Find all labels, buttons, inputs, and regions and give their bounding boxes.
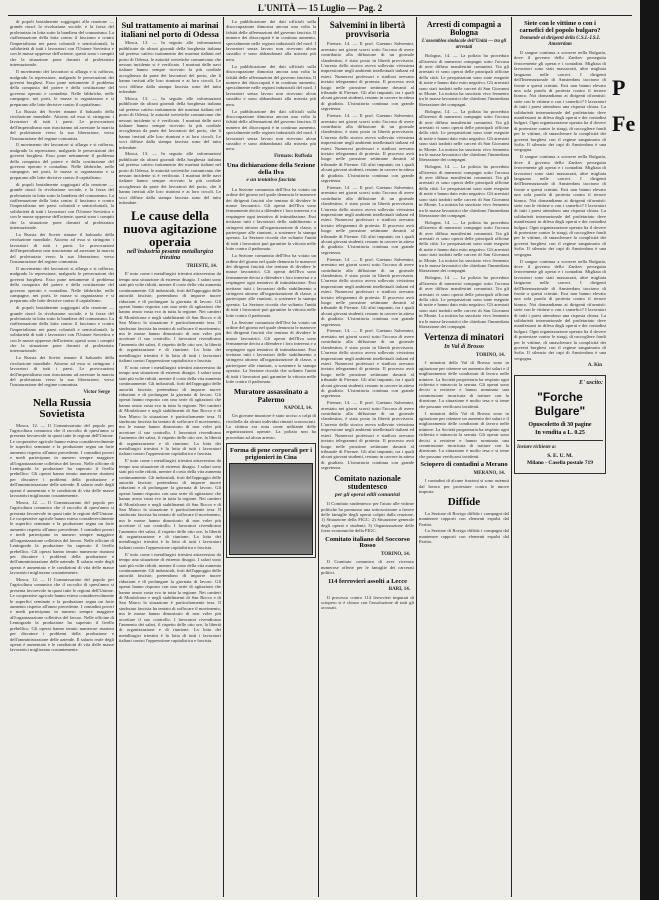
article-text: Firenze, 14. — Il prof. Gaetano Salvemini, arrestato nei giorni scorsi sotto l'accusa di avere contribuito alla diffusione di un giornale clandestino, è stato posto in libertà provvisoria. L'arresto dello storico aveva sollevato vivissima impressione negli ambienti intellettuali italiani ed esteri. Numerosi professori e studiosi avevano inviato telegrammi di protesta. Il processo avrà luogo nelle prossime settimane davanti al tribunale di Firenze. Gli altri imputati, tra i quali alcuni giovani studenti, restano in carcere in attesa di giudizio. L'istruttoria continua con grande segretezza. — [321, 256, 414, 327]
column-6 — [514, 19, 606, 897]
article-text: Bologna, 14. — La polizia ha proceduto all'arresto di numerosi compagni sotto l'accusa di aver diffuso manifestini comunisti. Tra gli arrestati vi sono operai delle principali officine della città. Le perquisizioni sono state eseguite di notte e hanno dato esito negativo. Gli arrestati sono stati tradotti nelle carceri di San Giovanni in Monte. La notizia ha suscitato vivo fermento tra le masse lavoratrici che chiedono l'immediata liberazione dei compagni. — [419, 219, 509, 274]
article-text: Un giovane muratore è stato ucciso a colpi di rivoltella da alcuni individui rimasti sconosciuti. La vittima era nota come militante delle organizzazioni operaie. La polizia non ha proceduto ad alcun arresto. — [226, 413, 316, 440]
subheadline: nell'industria pesante metallurgica triestina — [126, 249, 214, 261]
article-text: Mosca, 12. — Il Commissariato del popolo per l'agricoltura comunica che il raccolto di quest'anno si presenta favorevole in quasi tutte le regioni dell'Unione. Le cooperative agricole hanno esteso considerevolmente le superfici seminate e la produzione segna un forte aumento rispetto all'anno precedente. I contadini poveri e medi partecipano in numero sempre maggiore all'organizzazione collettiva del lavoro. Nelle officine di Leningrado la produzione ha superato il livello prebellico. Gli operai hanno tenuto numerose riunioni per discutere i problemi della produzione e dell'amministrazione delle aziende. Il salario reale degli operai è aumentato e le condizioni di vita delle masse lavoratrici migliorano costantemente. — [10, 577, 114, 653]
ad-address: Milano - Casella postale 719 — [527, 460, 593, 467]
column-1 — [10, 19, 114, 897]
ad-price: In vendita a L. 0.25 — [535, 430, 585, 437]
headline: Vertenza di minatori — [424, 332, 504, 343]
article-text: I contadini di alcune frazioni si sono astenuti dal lavoro per protestare contro le nuove imposte. — [419, 478, 509, 495]
page-header: L'UNITÀ — 15 Luglio — Pag. 2 — [257, 3, 383, 13]
subheadline: Domande ai dirigenti della C.S.I.-I.S.I. Amsterdam — [519, 36, 601, 47]
article-text: Il movimento dei lavoratori si allarga e si rafforza, malgrado la repressione, malgrado le persecuzioni dei governi borghesi. Esso pone nettamente il problema della conquista del potere e della costituzione del governo operaio e contadino. Nelle fabbriche, nelle campagne, nei porti, le masse si organizzano e si preparano alle lotte decisive contro il capitalismo. — [10, 69, 114, 107]
subheadline: per gli operai edili comunisti — [334, 491, 401, 498]
article-text: Firenze, 14. — Il prof. Gaetano Salvemini, arrestato nei giorni scorsi sotto l'accusa di avere contribuito alla diffusione di un giornale clandestino, è stato posto in libertà provvisoria. L'arresto dello storico aveva sollevato vivissima impressione negli ambienti intellettuali italiani ed esteri. Numerosi professori e studiosi avevano inviato telegrammi di protesta. Il processo avrà luogo nelle prossime settimane davanti al tribunale di Firenze. Gli altri imputati, tra i quali alcuni giovani studenti, restano in carcere in attesa di giudizio. L'istruttoria continua con grande segretezza. — [321, 113, 414, 183]
scan-edge — [640, 0, 659, 900]
article-text: Bologna, 14. — La polizia ha proceduto all'arresto di numerosi compagni sotto l'accusa di aver diffuso manifestini comunisti. Tra gli arrestati vi sono operai delle principali officine della città. Le perquisizioni sono state eseguite di notte e hanno dato esito negativo. Gli arrestati sono stati tradotti nelle carceri di San Giovanni in Monte. La notizia ha suscitato vivo fermento tra le masse lavoratrici che chiedono l'immediata liberazione dei compagni. — [419, 53, 509, 107]
article-text: Mosca, 13. — In seguito alle informazioni pubblicate da alcuni giornali della borghesia italiana sul preteso cattivo trattamento dei marinai italiani nel porto di Odessa, le autorità sovietiche comunicano che nessun incidente si è verificato. I marinai delle navi italiane hanno sempre ricevuto la più cordiale accoglienza da parte dei lavoratori del porto, che li hanno invitati alle loro riunioni e ai loro circoli. Le voci diffuse dalla stampa fascista sono del tutto infondate. — [119, 40, 221, 94]
ad-order-label: Inviare richieste a: — [517, 445, 557, 451]
article-text: Il movimento dei lavoratori si allarga e si rafforza, malgrado la repressione, malgrado le persecuzioni dei governi borghesi. Esso pone nettamente il problema della conquista del potere e della costituzione del governo operaio e contadino. Nelle fabbriche, nelle campagne, nei porti, le masse si organizzano e si preparano alle lotte decisive contro il capitalismo. — [10, 265, 114, 304]
article-text: La Sezione comunista dell'Ilva ha votato un ordine del giorno nel quale denuncia le manovre dei dirigenti fascisti che tentano di dividere le masse lavoratrici. Gli operai dell'Ilva sono fermamente decisi a difendere i loro interessi e a respingere ogni tentativo di intimidazione. Essi invitano tutti i lavoratori dello stabilimento a stringersi attorno all'organizzazione di classe, a partecipare alle riunioni, a sostenere la stampa operaia. La Sezione ricorda che soltanto l'unità di tutti i lavoratori può garantire la vittoria nelle lotte contro il padronato. — [226, 319, 316, 385]
article-text: Firenze, 14. — Il prof. Gaetano Salvemini, arrestato nei giorni scorsi sotto l'accusa di avere contribuito alla diffusione di un giornale clandestino, è stato posto in libertà provvisoria. L'arresto dello storico aveva sollevato vivissima impressione negli ambienti intellettuali italiani ed esteri. Numerosi professori e studiosi avevano inviato telegrammi di protesta. Il processo avrà luogo nelle prossime settimane davanti al tribunale di Firenze. Gli altri imputati, tra i quali alcuni giovani studenti, restano in carcere in attesa di giudizio. L'istruttoria continua con grande segretezza. — [321, 41, 414, 112]
column-divider — [318, 17, 319, 897]
subheadline: e un tentativo fascista — [246, 177, 296, 184]
dateline: NAPOLI, 14. — [283, 405, 312, 411]
subheadline: In Val di Brosso — [444, 343, 484, 350]
ad-intro: E' uscito: — [579, 379, 603, 386]
column-5 — [419, 19, 509, 897]
column-divider — [416, 17, 417, 897]
article-text: Mosca, 12. — Il Commissariato del popolo per l'agricoltura comunica che il raccolto di quest'anno si presenta favorevole in quasi tutte le regioni dell'Unione. Le cooperative agricole hanno esteso considerevolmente le superfici seminate e la produzione segna un forte aumento rispetto all'anno precedente. I contadini poveri e medi partecipano in numero sempre maggiore all'organizzazione collettiva del lavoro. Nelle officine di Leningrado la produzione ha superato il livello prebellico. Gli operai hanno tenuto numerose riunioni per discutere i problemi della produzione e dell'amministrazione delle aziende. Il salario reale degli operai è aumentato e le condizioni di vita delle masse lavoratrici migliorano costantemente. — [10, 422, 114, 498]
article-text: Il Comitato studentesco per l'aiuto alle vittime politiche ha promosso una sottoscrizione a favore delle famiglie degli operai colpiti dalla reazione. 1) Situazione della FIGC; 2) Situazione generale degli operai e studenti; 3) Organizzazione delle forze economiche della FIGC. — [321, 501, 414, 534]
column-divider — [223, 17, 224, 897]
headline: Muratore assassinato a Palermo — [233, 387, 309, 405]
article-text: Mosca, 13. — In seguito alle informazioni pubblicate da alcuni giornali della borghesia italiana sul preteso cattivo trattamento dei marinai italiani nel porto di Odessa, le autorità sovietiche comunicano che nessun incidente si è verificato. I marinai delle navi italiane hanno sempre ricevuto la più cordiale accoglienza da parte dei lavoratori del porto, che li hanno invitati alle loro riunioni e ai loro circoli. Le voci diffuse dalla stampa fascista sono del tutto infondate. — [119, 95, 221, 150]
article-text: La Sezione comunista dell'Ilva ha votato un ordine del giorno nel quale denuncia le manovre dei dirigenti fascisti che tentano di dividere le masse lavoratrici. Gli operai dell'Ilva sono fermamente decisi a difendere i loro interessi e a respingere ogni tentativo di intimidazione. Essi invitano tutti i lavoratori dello stabilimento a stringersi attorno all'organizzazione di classe, a partecipare alle riunioni, a sostenere la stampa operaia. La Sezione ricorda che soltanto l'unità di tutti i lavoratori può garantire la vittoria nelle lotte contro il padronato. — [226, 186, 316, 252]
headline: Diffide — [447, 496, 481, 509]
headline: Sciopero di contadini a Merano — [420, 461, 508, 469]
column-3 — [226, 19, 316, 897]
header-rule — [8, 15, 632, 16]
column-divider — [116, 17, 117, 897]
prisoners-photo — [229, 463, 313, 555]
column-divider — [511, 17, 512, 897]
article-text: di popoli brutalmente soggiogati alla reazione — grande riuscì la rivoluzione sociale, e la forza del proletariato in lotta sotto la bandiera del comunismo. La riaffermazione della lotta contro il fascismo e contro l'imperialismo nei paesi coloniali e semicoloniali, la solidarietà di tutti i lavoratori con l'Unione Sovietica e con le masse oppresse dell'oriente, questi sono i compiti che la situazione pone davanti al proletariato internazionale. — [10, 19, 114, 68]
article-text: di popoli brutalmente soggiogati alla reazione — grande riuscì la rivoluzione sociale, e la forza del proletariato in lotta sotto la bandiera del comunismo. La riaffermazione della lotta contro il fascismo e contro l'imperialismo nei paesi coloniali e semicoloniali, la solidarietà di tutti i lavoratori con l'Unione Sovietica e con le masse oppresse dell'oriente, questi sono i compiti che la situazione pone davanti al proletariato internazionale. — [10, 305, 114, 354]
headline: Nella Russia Sovietista — [32, 397, 92, 421]
advertisement — [514, 375, 606, 474]
article-text: La Sezione di Rovigo diffida i compagni dal mantenere rapporti con elementi espulsi dal Partito. — [419, 510, 509, 527]
article-text: Mosca, 13. — In seguito alle informazioni pubblicate da alcuni giornali della borghesia italiana sul preteso cattivo trattamento dei marinai italiani nel porto di Odessa, le autorità sovietiche comunicano che nessun incidente si è verificato. I marinai delle navi italiane hanno sempre ricevuto la più cordiale accoglienza da parte dei lavoratori del porto, che li hanno invitati alle loro riunioni e ai loro circoli. Le voci diffuse dalla stampa fascista sono del tutto infondate. — [119, 151, 221, 206]
article-text: Il Comitato comunica di aver ricevuto numerose offerte per le famiglie dei carcerati politici. — [321, 559, 414, 576]
article-text: La Russia dei Soviet rimane il baluardo della rivoluzione mondiale. Attorno ad essa si stringono i lavoratori di tutti i paesi. Le provocazioni dell'imperialismo non riusciranno ad arrestare la marcia del proletariato verso la sua liberazione, verso l'instaurazione del regime comunista. — [10, 231, 114, 264]
article-text: Il movimento dei lavoratori si allarga e si rafforza, malgrado la repressione, malgrado le persecuzioni dei governi borghesi. Esso pone nettamente il problema della conquista del potere e della costituzione del governo operaio e contadino. Nelle fabbriche, nelle campagne, nei porti, le masse si organizzano e si preparano alle lotte decisive contro il capitalismo. — [10, 142, 114, 180]
column-2 — [119, 19, 221, 897]
dateline: TRIESTE, 14. — [186, 264, 217, 270]
article-text: Il sangue continua a scorrere nella Bulgaria, dove il governo dello Zankov perseguita ferocemente gli operai e i contadini. Migliaia di lavoratori sono stati massacrati, altre migliaia languono nelle carceri. I dirigenti dell'Internazionale di Amsterdam tacciono di fronte a questi crimini. Essi non hanno elevato una sola parola di protesta contro il terrore bianco. Noi domandiamo ai dirigenti riformisti: siete con le vittime o con i carnefici? I lavoratori di tutti i paesi attendono una risposta chiara. La solidarietà internazionale del proletariato deve manifestarsi in difesa degli operai e dei contadini bulgari. Ogni organizzazione operaia ha il dovere di protestare contro le stragi, di raccogliere fondi per le vittime, di smascherare la complicità dei governi borghesi con il regime sanguinario di Sofia. Il silenzio dei capi di Amsterdam è una vergogna. — [514, 50, 606, 153]
article-text: Firenze, 14. — Il prof. Gaetano Salvemini, arrestato nei giorni scorsi sotto l'accusa di avere contribuito alla diffusione di un giornale clandestino, è stato posto in libertà provvisoria. L'arresto dello storico aveva sollevato vivissima impressione negli ambienti intellettuali italiani ed esteri. Numerosi professori e studiosi avevano inviato telegrammi di protesta. Il processo avrà luogo nelle prossime settimane davanti al tribunale di Firenze. Gli altri imputati, tra i quali alcuni giovani studenti, restano in carcere in attesa di giudizio. L'istruttoria continua con grande segretezza. — [321, 400, 414, 471]
article-text: Firenze, 14. — Il prof. Gaetano Salvemini, arrestato nei giorni scorsi sotto l'accusa di avere contribuito alla diffusione di un giornale clandestino, è stato posto in libertà provvisoria. L'arresto dello storico aveva sollevato vivissima impressione negli ambienti intellettuali italiani ed esteri. Numerosi professori e studiosi avevano inviato telegrammi di protesta. Il processo avrà luogo nelle prossime settimane davanti al tribunale di Firenze. Gli altri imputati, tra i quali alcuni giovani studenti, restano in carcere in attesa di giudizio. L'istruttoria continua con grande segretezza. — [321, 184, 414, 255]
article-signature: A. Kin — [587, 363, 602, 369]
photo-caption: Forma di pene corporali per i prigionieri in Cina — [229, 447, 313, 461]
photo-box — [226, 443, 316, 558]
article-text: I minatori della Val di Brosso sono in agitazione per ottenere un aumento dei salari e il miglioramento delle condizioni di lavoro nelle miniere. La Società proprietaria ha respinto ogni richiesta e minaccia la serrata. Gli operai sono decisi a resistere e hanno nominato una commissione incaricata di trattare con la direzione. La situazione è molto tesa e si teme che possano verificarsi incidenti. — [419, 360, 509, 409]
article-text: Bologna, 14. — La polizia ha proceduto all'arresto di numerosi compagni sotto l'accusa di aver diffuso manifestini comunisti. Tra gli arrestati vi sono operai delle principali officine della città. Le perquisizioni sono state eseguite di notte e hanno dato esito negativo. Gli arrestati sono stati tradotti nelle carceri di San Giovanni in Monte. La notizia ha suscitato vivo fermento tra le masse lavoratrici che chiedono l'immediata liberazione dei compagni. — [419, 108, 509, 163]
headline: Arresti di compagni a Bologna — [426, 20, 502, 38]
article-signature: Firmato: Ruffoda — [274, 153, 312, 159]
article-text: E' noto come i metallurgici triestini attraversino da tempo una situazione di estremo disagio. I salari sono stati più volte ridotti, mentre il costo della vita aumenta continuamente. Gli industriali, forti dell'appoggio delle autorità fasciste, pretendono di imporre nuove riduzioni e di prolungare la giornata di lavoro. Gli operai hanno risposto con una serie di agitazioni che hanno avuto vasta eco in tutta la regione. Nei cantieri di Monfalcone e negli stabilimenti di San Rocco e di San Marco la situazione è particolarmente tesa. Il sindacato fascista ha tentato di soffocare il movimento, ma le masse hanno dimostrato di non voler più accettare il suo controllo. I lavoratori rivendicano l'aumento dei salari, il rispetto delle otto ore, la libertà di organizzazione e di riunione. La lotta dei metallurgici triestini è la lotta di tutti i lavoratori italiani contro l'oppressione capitalistica e fascista. — [119, 458, 221, 550]
headline: Sul trattamento ai marinai italiani nel porto di Odessa — [121, 20, 219, 39]
margin-fragment: P Fe — [612, 75, 636, 136]
dateline: BARI, 14. — [388, 587, 410, 593]
dateline: MERANO, 14. — [473, 470, 505, 476]
ad-title: "Forche Bulgare" — [534, 390, 586, 419]
article-text: Firenze, 14. — Il prof. Gaetano Salvemini, arrestato nei giorni scorsi sotto l'accusa di avere contribuito alla diffusione di un giornale clandestino, è stato posto in libertà provvisoria. L'arresto dello storico aveva sollevato vivissima impressione negli ambienti intellettuali italiani ed esteri. Numerosi professori e studiosi avevano inviato telegrammi di protesta. Il processo avrà luogo nelle prossime settimane davanti al tribunale di Firenze. Gli altri imputati, tra i quali alcuni giovani studenti, restano in carcere in attesa di giudizio. L'istruttoria continua con grande segretezza. — [321, 328, 414, 399]
article-text: Il sangue continua a scorrere nella Bulgaria, dove il governo dello Zankov perseguita ferocemente gli operai e i contadini. Migliaia di lavoratori sono stati massacrati, altre migliaia languono nelle carceri. I dirigenti dell'Internazionale di Amsterdam tacciono di fronte a questi crimini. Essi non hanno elevato una sola parola di protesta contro il terrore bianco. Noi domandiamo ai dirigenti riformisti: siete con le vittime o con i carnefici? I lavoratori di tutti i paesi attendono una risposta chiara. La solidarietà internazionale del proletariato deve manifestarsi in difesa degli operai e dei contadini bulgari. Ogni organizzazione operaia ha il dovere di protestare contro le stragi, di raccogliere fondi per le vittime, di smascherare la complicità dei governi borghesi con il regime sanguinario di Sofia. Il silenzio dei capi di Amsterdam è una vergogna. — [514, 258, 606, 361]
article-text: La pubblicazione dei dati ufficiali sulla disoccupazione dimostra ancora una volta la falsità delle affermazioni del governo fascista. Il numero dei disoccupati è in continuo aumento, specialmente nelle regioni industriali del nord. I lavoratori senza lavoro non ricevono alcun sussidio e sono abbandonati alla miseria più nera. — [226, 108, 316, 152]
article-text: Il sangue continua a scorrere nella Bulgaria, dove il governo dello Zankov perseguita ferocemente gli operai e i contadini. Migliaia di lavoratori sono stati massacrati, altre migliaia languono nelle carceri. I dirigenti dell'Internazionale di Amsterdam tacciono di fronte a questi crimini. Essi non hanno elevato una sola parola di protesta contro il terrore bianco. Noi domandiamo ai dirigenti riformisti: siete con le vittime o con i carnefici? I lavoratori di tutti i paesi attendono una risposta chiara. La solidarietà internazionale del proletariato deve manifestarsi in difesa degli operai e dei contadini bulgari. Ogni organizzazione operaia ha il dovere di protestare contro le stragi, di raccogliere fondi per le vittime, di smascherare la complicità dei governi borghesi con il regime sanguinario di Sofia. Il silenzio dei capi di Amsterdam è una vergogna. — [514, 154, 606, 257]
dateline: TORINO, 14. — [476, 353, 505, 359]
article-text: La Russia dei Soviet rimane il baluardo della rivoluzione mondiale. Attorno ad essa si stringono i lavoratori di tutti i paesi. Le provocazioni dell'imperialismo non riusciranno ad arrestare la marcia del proletariato verso la sua liberazione, verso l'instaurazione del regime comunista. — [10, 355, 114, 388]
article-text: E' noto come i metallurgici triestini attraversino da tempo una situazione di estremo disagio. I salari sono stati più volte ridotti, mentre il costo della vita aumenta continuamente. Gli industriali, forti dell'appoggio delle autorità fasciste, pretendono di imporre nuove riduzioni e di prolungare la giornata di lavoro. Gli operai hanno risposto con una serie di agitazioni che hanno avuto vasta eco in tutta la regione. Nei cantieri di Monfalcone e negli stabilimenti di San Rocco e di San Marco la situazione è particolarmente tesa. Il sindacato fascista ha tentato di soffocare il movimento, ma le masse hanno dimostrato di non voler più accettare il suo controllo. I lavoratori rivendicano l'aumento dei salari, il rispetto delle otto ore, la libertà di organizzazione e di riunione. La lotta dei metallurgici triestini è la lotta di tutti i lavoratori italiani contro l'oppressione capitalistica e fascista. — [119, 551, 221, 644]
article-text: La pubblicazione dei dati ufficiali sulla disoccupazione dimostra ancora una volta la falsità delle affermazioni del governo fascista. Il numero dei disoccupati è in continuo aumento, specialmente nelle regioni industriali del nord. I lavoratori senza lavoro non ricevono alcun sussidio e sono abbandonati alla miseria più nera. — [226, 63, 316, 107]
ad-pages: Opuscoletto di 30 pagine — [528, 422, 592, 429]
article-text: Bologna, 14. — La polizia ha proceduto all'arresto di numerosi compagni sotto l'accusa di aver diffuso manifestini comunisti. Tra gli arrestati vi sono operai delle principali officine della città. Le perquisizioni sono state eseguite di notte e hanno dato esito negativo. Gli arrestati sono stati tradotti nelle carceri di San Giovanni in Monte. La notizia ha suscitato vivo fermento tra le masse lavoratrici che chiedono l'immediata liberazione dei compagni. — [419, 275, 509, 330]
column-4 — [321, 19, 414, 897]
article-text: I minatori della Val di Brosso sono in agitazione per ottenere un aumento dei salari e il miglioramento delle condizioni di lavoro nelle miniere. La Società proprietaria ha respinto ogni richiesta e minaccia la serrata. Gli operai sono decisi a resistere e hanno nominato una commissione incaricata di trattare con la direzione. La situazione è molto tesa e si teme che possano verificarsi incidenti. — [419, 410, 509, 459]
headline: Siete con le vittime o con i carnefici del popolo bulgaro? — [519, 20, 601, 34]
subheadline: L'assemblea sindacale dell'Unità — tra gli arrestati — [421, 39, 507, 50]
article-text: E' noto come i metallurgici triestini attraversino da tempo una situazione di estremo disagio. I salari sono stati più volte ridotti, mentre il costo della vita aumenta continuamente. Gli industriali, forti dell'appoggio delle autorità fasciste, pretendono di imporre nuove riduzioni e di prolungare la giornata di lavoro. Gli operai hanno risposto con una serie di agitazioni che hanno avuto vasta eco in tutta la regione. Nei cantieri di Monfalcone e negli stabilimenti di San Rocco e di San Marco la situazione è particolarmente tesa. Il sindacato fascista ha tentato di soffocare il movimento, ma le masse hanno dimostrato di non voler più accettare il suo controllo. I lavoratori rivendicano l'aumento dei salari, il rispetto delle otto ore, la libertà di organizzazione e di riunione. La lotta dei metallurgici triestini è la lotta di tutti i lavoratori italiani contro l'oppressione capitalistica e fascista. — [119, 271, 221, 363]
headline: Comitato nazionale studentesco — [334, 473, 401, 491]
headline: Salvemini in libertà provvisoria — [329, 20, 406, 40]
article-text: E' noto come i metallurgici triestini attraversino da tempo una situazione di estremo disagio. I salari sono stati più volte ridotti, mentre il costo della vita aumenta continuamente. Gli industriali, forti dell'appoggio delle autorità fasciste, pretendono di imporre nuove riduzioni e di prolungare la giornata di lavoro. Gli operai hanno risposto con una serie di agitazioni che hanno avuto vasta eco in tutta la regione. Nei cantieri di Monfalcone e negli stabilimenti di San Rocco e di San Marco la situazione è particolarmente tesa. Il sindacato fascista ha tentato di soffocare il movimento, ma le masse hanno dimostrato di non voler più accettare il suo controllo. I lavoratori rivendicano l'aumento dei salari, il rispetto delle otto ore, la libertà di organizzazione e di riunione. La lotta dei metallurgici triestini è la lotta di tutti i lavoratori italiani contro l'oppressione capitalistica e fascista. — [119, 364, 221, 457]
article-signature: Victor Serge — [83, 389, 110, 395]
article-text: La Sezione di Rovigo diffida i compagni dal mantenere rapporti con elementi espulsi dal Partito. — [419, 528, 509, 545]
dateline: TORINO, 14. — [381, 551, 410, 557]
article-text: Bologna, 14. — La polizia ha proceduto all'arresto di numerosi compagni sotto l'accusa di aver diffuso manifestini comunisti. Tra gli arrestati vi sono operai delle principali officine della città. Le perquisizioni sono state eseguite di notte e hanno dato esito negativo. Gli arrestati sono stati tradotti nelle carceri di San Giovanni in Monte. La notizia ha suscitato vivo fermento tra le masse lavoratrici che chiedono l'immediata liberazione dei compagni. — [419, 164, 509, 218]
article-text: La pubblicazione dei dati ufficiali sulla disoccupazione dimostra ancora una volta la falsità delle affermazioni del governo fascista. Il numero dei disoccupati è in continuo aumento, specialmente nelle regioni industriali del nord. I lavoratori senza lavoro non ricevono alcun sussidio e sono abbandonati alla miseria più nera. — [226, 19, 316, 62]
article-text: La Sezione comunista dell'Ilva ha votato un ordine del giorno nel quale denuncia le manovre dei dirigenti fascisti che tentano di dividere le masse lavoratrici. Gli operai dell'Ilva sono fermamente decisi a difendere i loro interessi e a respingere ogni tentativo di intimidazione. Essi invitano tutti i lavoratori dello stabilimento a stringersi attorno all'organizzazione di classe, a partecipare alle riunioni, a sostenere la stampa operaia. La Sezione ricorda che soltanto l'unità di tutti i lavoratori può garantire la vittoria nelle lotte contro il padronato. — [226, 253, 316, 318]
article-text: Il processo contro 114 ferrovieri imputati di sciopero si è chiuso con l'assoluzione di tutti gli accusati. — [321, 594, 414, 611]
article-text: La Russia dei Soviet rimane il baluardo della rivoluzione mondiale. Attorno ad essa si stringono i lavoratori di tutti i paesi. Le provocazioni dell'imperialismo non riusciranno ad arrestare la marcia del proletariato verso la sua liberazione, verso l'instaurazione del regime comunista. — [10, 108, 114, 141]
headline: 114 ferrovieri assolti a Lecce — [328, 577, 407, 585]
article-text: di popoli brutalmente soggiogati alla reazione — grande riuscì la rivoluzione sociale, e la forza del proletariato in lotta sotto la bandiera del comunismo. La riaffermazione della lotta contro il fascismo e contro l'imperialismo nei paesi coloniali e semicoloniali, la solidarietà di tutti i lavoratori con l'Unione Sovietica e con le masse oppresse dell'oriente, questi sono i compiti che la situazione pone davanti al proletariato internazionale. — [10, 181, 114, 231]
headline: Una dichiarazione della Sezione della Ilva — [226, 162, 316, 176]
ad-address: S. E. U. M. — [547, 452, 573, 459]
ad-divider — [517, 440, 603, 441]
article-text: Mosca, 12. — Il Commissariato del popolo per l'agricoltura comunica che il raccolto di quest'anno si presenta favorevole in quasi tutte le regioni dell'Unione. Le cooperative agricole hanno esteso considerevolmente le superfici seminate e la produzione segna un forte aumento rispetto all'anno precedente. I contadini poveri e medi partecipano in numero sempre maggiore all'organizzazione collettiva del lavoro. Nelle officine di Leningrado la produzione ha superato il livello prebellico. Gli operai hanno tenuto numerose riunioni per discutere i problemi della produzione e dell'amministrazione delle aziende. Il salario reale degli operai è aumentato e le condizioni di vita delle masse lavoratrici migliorano costantemente. — [10, 499, 114, 576]
headline: Comitato italiano del Soccorso Rosso — [325, 535, 410, 550]
headline: Le cause della nuova agitazione operaia — [123, 207, 217, 249]
